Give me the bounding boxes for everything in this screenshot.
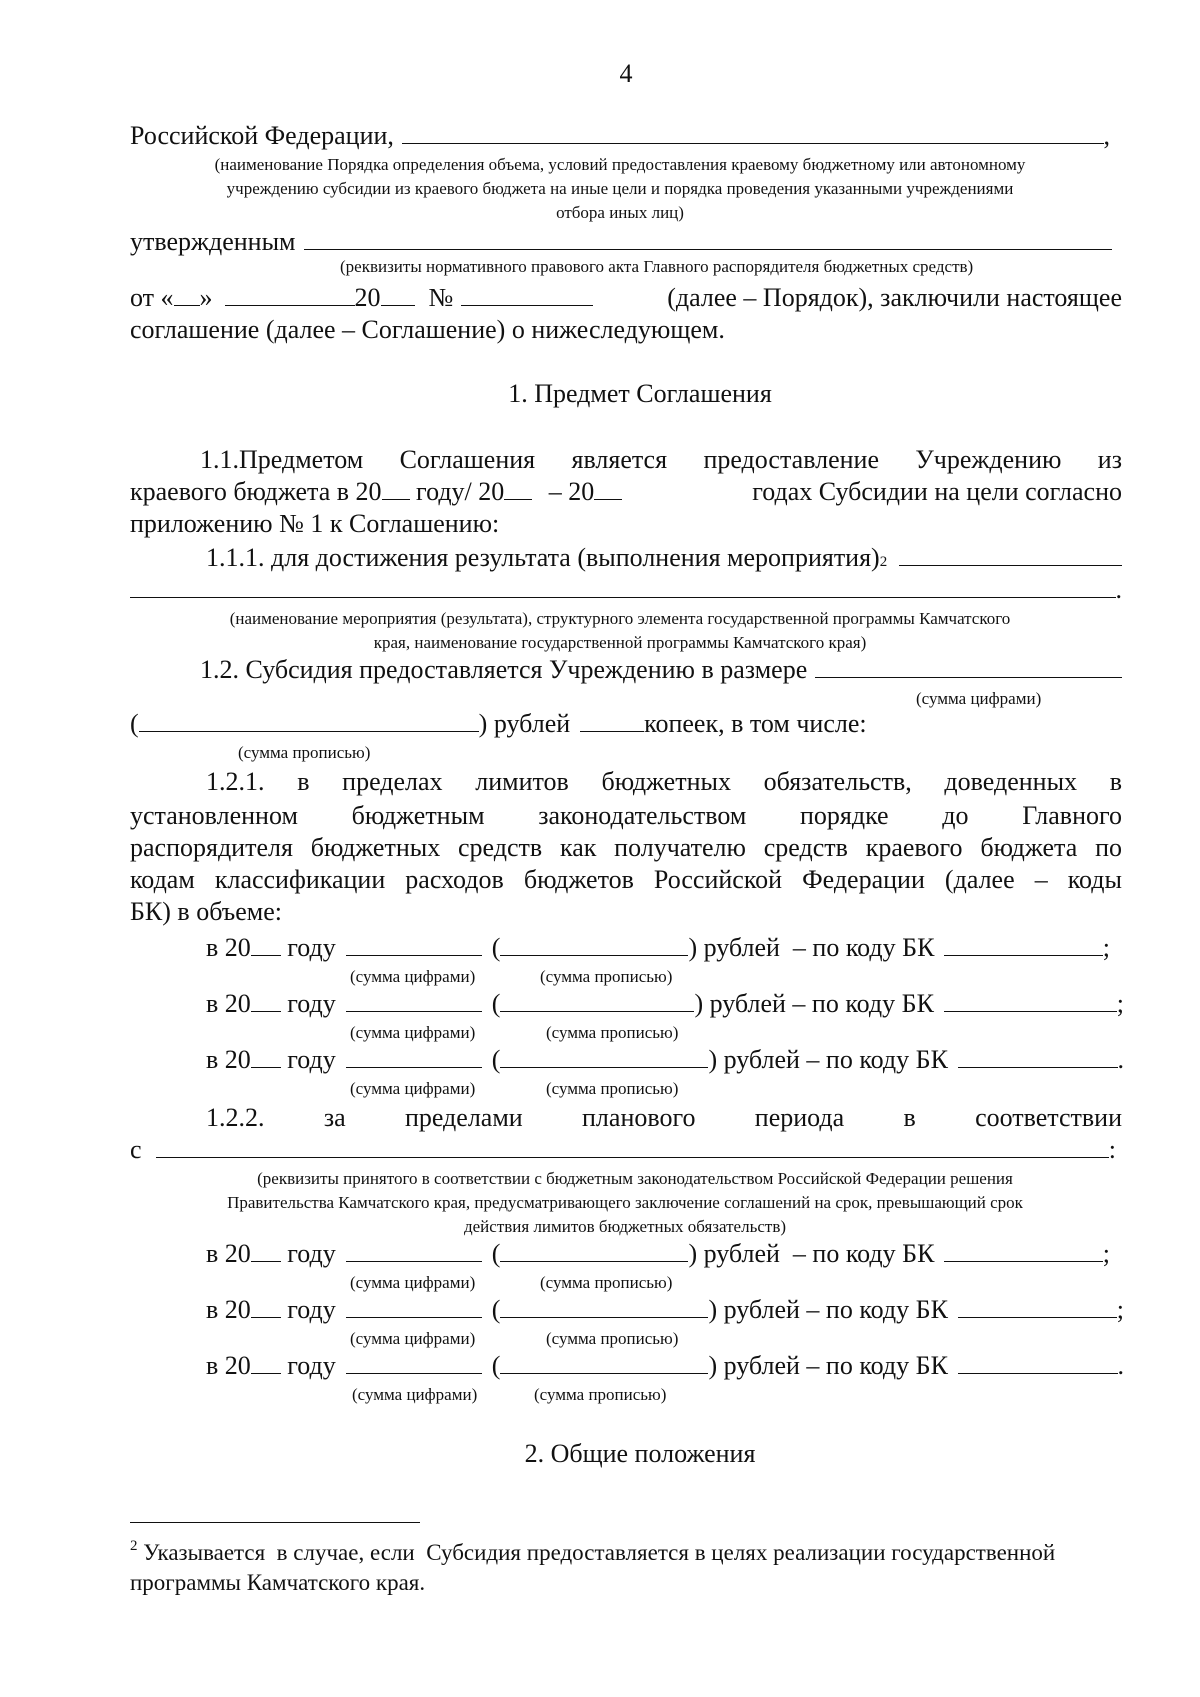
year-row-digits-field[interactable] bbox=[346, 1239, 482, 1262]
year-row-rub: ) рублей – по коду БК bbox=[688, 933, 935, 962]
hint-digits: (сумма цифрами) bbox=[352, 1385, 478, 1404]
year-row-digits-field[interactable] bbox=[346, 1295, 482, 1318]
date-quote-end: » bbox=[199, 283, 213, 312]
year-row-god: году bbox=[280, 1295, 336, 1324]
intro-comma: , bbox=[1103, 121, 1110, 150]
p1-1-1-text: 1.1.1. для достижения результата (выполнения мероприятия) bbox=[206, 543, 880, 572]
year-field-3[interactable] bbox=[594, 477, 622, 500]
hint-words: (сумма прописью) bbox=[546, 1023, 679, 1042]
year-row-god: году bbox=[280, 1239, 336, 1268]
year-row-digits-field[interactable] bbox=[346, 1351, 482, 1374]
hint-event-2: края, наименование государственной программы Камчатского края) bbox=[373, 633, 867, 652]
year-row-bk-field[interactable] bbox=[958, 1295, 1117, 1318]
hint-digits: (сумма цифрами) bbox=[350, 1273, 476, 1292]
act-details-field[interactable] bbox=[304, 227, 1112, 250]
p1-1-text-c: – 20 bbox=[542, 477, 595, 506]
intro-text: Российской Федерации, bbox=[130, 121, 394, 150]
year-row-prefix: в 20 bbox=[206, 989, 251, 1018]
kopecks-field[interactable] bbox=[580, 709, 644, 732]
footnote-line-2: программы Камчатского края. bbox=[130, 1570, 426, 1595]
year-row-end: ; bbox=[1116, 1295, 1124, 1324]
year-row bbox=[206, 1238, 1110, 1270]
subsidy-amount-words[interactable] bbox=[139, 709, 479, 732]
year-field-2[interactable] bbox=[504, 477, 532, 500]
decision-details-field[interactable] bbox=[156, 1135, 1109, 1158]
year-prefix: 20 bbox=[354, 283, 381, 312]
year-row-digits-field[interactable] bbox=[346, 989, 482, 1012]
year-row-year-field[interactable] bbox=[251, 1351, 281, 1374]
year-row-god: году bbox=[280, 933, 336, 962]
year-row-words-field[interactable] bbox=[500, 1295, 708, 1318]
p1-2-2-c: с bbox=[130, 1135, 142, 1164]
date-line bbox=[130, 282, 1122, 314]
year-row bbox=[206, 1294, 1124, 1326]
year-row-rub: ) рублей – по коду БК bbox=[688, 1239, 935, 1268]
footnote-text-1: Указывается в случае, если Субсидия предоставляется в целях реализации государственной bbox=[137, 1540, 1056, 1565]
date-tail: (далее – Порядок), заключили настоящее bbox=[667, 283, 1122, 312]
hint-words-1: (сумма прописью) bbox=[238, 743, 371, 762]
year-row-prefix: в 20 bbox=[206, 933, 251, 962]
hint-digits: (сумма цифрами) bbox=[350, 967, 476, 986]
year-row-bk-field[interactable] bbox=[958, 1351, 1118, 1374]
section-1-heading: 1. Предмет Соглашения bbox=[508, 379, 772, 408]
p1-2-text: 1.2. Субсидия предоставляется Учреждению в размере bbox=[200, 655, 808, 684]
year-field[interactable] bbox=[381, 283, 415, 306]
p1-2-1-line-1: 1.2.1. в пределах лимитов бюджетных обязательств, доведенных в bbox=[206, 767, 1122, 796]
year-row-bk-field[interactable] bbox=[944, 1239, 1102, 1262]
rub-label: ) рублей bbox=[478, 709, 571, 738]
year-row-end: ; bbox=[1102, 1239, 1110, 1268]
year-row-year-field[interactable] bbox=[251, 933, 281, 956]
hint-digits: (сумма цифрами) bbox=[350, 1023, 476, 1042]
year-row-digits-field[interactable] bbox=[346, 1045, 482, 1068]
year-row-prefix: в 20 bbox=[206, 1045, 251, 1074]
p1-1-line-2 bbox=[130, 476, 1122, 508]
hint-act: (реквизиты нормативного правового акта Главного распорядителя бюджетных средств) bbox=[340, 257, 974, 276]
year-row-year-field[interactable] bbox=[251, 1045, 281, 1068]
year-row bbox=[206, 1044, 1124, 1076]
year-row-words-field[interactable] bbox=[500, 933, 688, 956]
hint-order-2: учреждению субсидии из краевого бюджета на иные цели и порядка проведения указанными учреждениями bbox=[226, 179, 1014, 198]
hint-decision-1: (реквизиты принятого в соответствии с бюджетным законодательством Российской Федерации решения bbox=[257, 1169, 1013, 1188]
year-row-rub: ) рублей – по коду БК bbox=[694, 989, 934, 1018]
year-row-bk-field[interactable] bbox=[944, 989, 1117, 1012]
paren-open: ( bbox=[491, 1239, 501, 1268]
p1-2-1-line-4: кодам классификации расходов бюджетов Российской Федерации (далее – коды bbox=[130, 865, 1122, 894]
paren-open: ( bbox=[491, 1351, 501, 1380]
year-row-words-field[interactable] bbox=[500, 989, 694, 1012]
approved-line bbox=[130, 226, 1122, 258]
result-line-2 bbox=[130, 574, 1122, 606]
date-from-label: от « bbox=[130, 283, 174, 312]
hint-decision-2: Правительства Камчатского края, предусматривающего заключение соглашений на срок, превышающий срок bbox=[227, 1193, 1023, 1212]
year-row-digits-field[interactable] bbox=[346, 933, 482, 956]
year-row-bk-field[interactable] bbox=[944, 933, 1102, 956]
hint-digits: (сумма цифрами) bbox=[350, 1079, 476, 1098]
p1-2-line-2 bbox=[130, 708, 1122, 740]
hint-words: (сумма прописью) bbox=[546, 1079, 679, 1098]
footnote-mark: 2 bbox=[130, 1538, 138, 1554]
year-row bbox=[206, 1350, 1124, 1382]
agreement-intro-end: соглашение (далее – Соглашение) о нижеследующем. bbox=[130, 315, 725, 344]
hint-digits: (сумма цифрами) bbox=[350, 1329, 476, 1348]
year-row-rub: ) рублей – по коду БК bbox=[708, 1295, 948, 1324]
paren-open: ( bbox=[491, 1045, 501, 1074]
year-row bbox=[206, 932, 1110, 964]
hint-words: (сумма прописью) bbox=[534, 1385, 667, 1404]
p1-2-2-line-2 bbox=[130, 1134, 1122, 1166]
p1-2-2-colon: : bbox=[1108, 1135, 1116, 1164]
p1-2-2-line-1: 1.2.2. за пределами планового периода в соответствии bbox=[206, 1103, 1122, 1132]
year-row-year-field[interactable] bbox=[251, 989, 281, 1012]
hint-digits-1: (сумма цифрами) bbox=[916, 689, 1042, 708]
paren-open: ( bbox=[491, 933, 501, 962]
paren-open: ( bbox=[491, 989, 501, 1018]
year-row-end: . bbox=[1117, 1045, 1124, 1074]
year-row-god: году bbox=[280, 1351, 336, 1380]
year-row-end: ; bbox=[1102, 933, 1110, 962]
hint-event-1: (наименование мероприятия (результата), структурного элемента государственной программы Камчатского bbox=[229, 609, 1011, 628]
year-row-end: ; bbox=[1116, 989, 1124, 1018]
p1-2-line bbox=[200, 654, 1122, 686]
approved-label: утвержденным bbox=[130, 227, 296, 256]
footnote-separator bbox=[130, 1522, 420, 1523]
p1-2-1-line-3: распорядителя бюджетных средств как получателю средств краевого бюджета по bbox=[130, 833, 1122, 862]
year-row-bk-field[interactable] bbox=[958, 1045, 1118, 1068]
year-row-year-field[interactable] bbox=[251, 1295, 281, 1318]
year-row-rub: ) рублей – по коду БК bbox=[708, 1351, 948, 1380]
hint-order-3: отбора иных лиц) bbox=[556, 203, 684, 222]
page-number: 4 bbox=[619, 59, 633, 88]
hint-order-1: (наименование Порядка определения объема, условий предоставления краевому бюджетному или автономному bbox=[214, 155, 1026, 174]
subsidy-amount-digits[interactable] bbox=[815, 655, 1122, 678]
hint-words: (сумма прописью) bbox=[540, 967, 673, 986]
p1-2-1-line-2: установленном бюджетным законодательством порядке до Главного bbox=[130, 801, 1122, 830]
number-sign: № bbox=[428, 283, 454, 312]
paren-open: ( bbox=[130, 709, 139, 738]
p1-1-1-line: 1.1.1. для достижения результата (выполнения мероприятия) 2 bbox=[206, 542, 1122, 574]
hint-words: (сумма прописью) bbox=[546, 1329, 679, 1348]
result-period: . bbox=[1115, 575, 1122, 604]
year-row-words-field[interactable] bbox=[500, 1239, 688, 1262]
p1-1-text-a: краевого бюджета в 20 bbox=[130, 477, 382, 506]
year-row-year-field[interactable] bbox=[251, 1239, 281, 1262]
kop-label: копеек, в том числе: bbox=[644, 709, 867, 738]
year-row-words-field[interactable] bbox=[500, 1351, 708, 1374]
year-row bbox=[206, 988, 1124, 1020]
year-row-prefix: в 20 bbox=[206, 1239, 251, 1268]
year-row-god: году bbox=[280, 1045, 336, 1074]
intro-line-1 bbox=[130, 120, 1122, 152]
year-field-1[interactable] bbox=[382, 477, 410, 500]
year-row-rub: ) рублей – по коду БК bbox=[708, 1045, 948, 1074]
result-field-1[interactable] bbox=[899, 543, 1122, 566]
p1-1-line-1: 1.1.Предметом Соглашения является предоставление Учреждению из bbox=[200, 445, 1122, 474]
year-row-prefix: в 20 bbox=[206, 1295, 251, 1324]
result-field-2[interactable] bbox=[130, 575, 1116, 598]
footnote-line-1 bbox=[130, 1538, 1122, 1568]
number-field[interactable] bbox=[461, 283, 593, 306]
p1-1-line-3: приложению № 1 к Соглашению: bbox=[130, 509, 500, 538]
year-row-end: . bbox=[1117, 1351, 1124, 1380]
order-name-field[interactable] bbox=[402, 121, 1104, 144]
paren-open: ( bbox=[491, 1295, 501, 1324]
day-field[interactable] bbox=[174, 283, 200, 306]
p1-1-text-d: годах Субсидии на цели согласно bbox=[745, 477, 1122, 506]
hint-decision-3: действия лимитов бюджетных обязательств) bbox=[463, 1217, 787, 1236]
p1-1-text-b: году/ 20 bbox=[409, 477, 505, 506]
hint-words: (сумма прописью) bbox=[540, 1273, 673, 1292]
p1-2-1-line-5: БК) в объеме: bbox=[130, 897, 282, 926]
year-row-prefix: в 20 bbox=[206, 1351, 251, 1380]
year-row-god: году bbox=[280, 989, 336, 1018]
section-2-heading: 2. Общие положения bbox=[524, 1439, 756, 1468]
year-row-words-field[interactable] bbox=[500, 1045, 708, 1068]
month-field[interactable] bbox=[225, 283, 355, 306]
